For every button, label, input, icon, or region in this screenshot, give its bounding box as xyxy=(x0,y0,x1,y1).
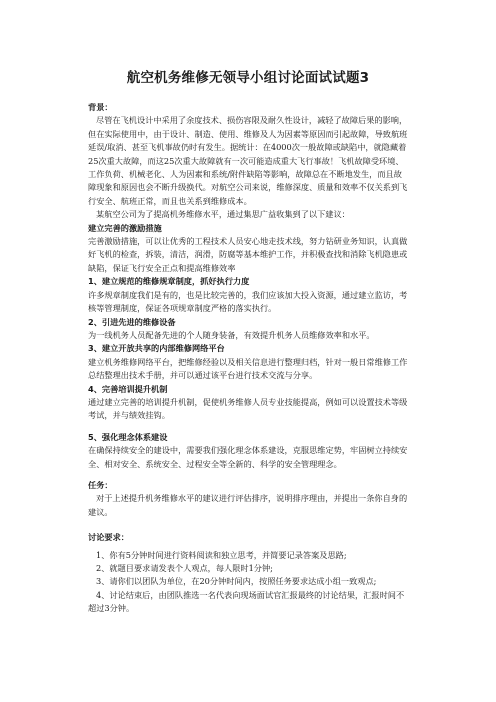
document-body xyxy=(88,101,410,616)
document-title: 航空机务维修无领导小组讨论面试试题3 xyxy=(126,70,370,86)
background-heading: 背景： xyxy=(88,102,113,112)
background-intro: 某航空公司为了提高机务维修水平，通过集思广益收集到了以下建议： xyxy=(96,209,350,220)
requirement-item: 3、请你们以团队为单位，在20分钟时间内，按照任务要求达成小组一致观点; xyxy=(96,576,377,587)
measure-body: 完善激励措施，可以让优秀的工程技术人员安心地走技术线，努力钻研业务知识，认真做好飞机的检查，拆装，清洁，润滑，防腐等基本维护工作，并积极查找和消除飞机隐患或缺陷，保证飞行安全正点和提高维修效率 xyxy=(88,236,408,273)
measure-body: 在确保持续安全的建设中，需要我们强化理念体系建设，克服思维定势，牢固树立持续安全、相对安全、系统安全、过程安全等全新的、科学的安全管理理念。 xyxy=(88,445,408,469)
requirement-item: 2、就题目要求请发表个人观点，每人限时1分钟; xyxy=(96,563,273,573)
measure-heading: 4、完善培训提升机制 xyxy=(88,383,168,394)
measure-body: 许多规章制度我们是有的，也是比较完善的，我们应该加大投入资源，通过建立监访，考核等管理制度，保证各项规章制度严格的落实执行。 xyxy=(88,289,408,314)
requirement-item: 1、你有5分钟时间进行资料阅读和独立思考，并简要记录答案及思路; xyxy=(96,549,347,560)
measure-heading: 5、强化理念体系建设 xyxy=(88,431,168,442)
background-paragraph: 尽管在飞机设计中采用了余度技术、损伤容限及耐久性设计，减轻了故障后果的影响，但在实际使用中，由于设计、制造、使用、维修及人为因素等原因而引起故障，导致航班延误/取消、甚至飞机事故仍时有发生。据统计：在4000次一般故障或缺陷中，就隐藏着25次重大故障，而这25次重大故障就有一次可能造成重大飞行事故！飞机故障受环境、工作负荷、机械老化、人为因素和系统/附件缺陷等影响，故障总在不断地发生，而且故障现象和原因也会不断升级换代。对航空公司来说，维修深度、质量和效率不仅关系到飞行安全、航班正常，而且也关系到维修成本。 xyxy=(88,115,408,206)
measure-heading: 建立完善的激励措施 xyxy=(88,222,162,233)
measure-heading: 2、引进先进的维修设备 xyxy=(88,316,176,327)
discussion-heading: 讨论要求： xyxy=(88,532,129,543)
measure-heading: 3、建立开放共享的内部维修网络平台 xyxy=(88,343,225,354)
measure-heading: 1、建立规范的维修规章制度，抓好执行力度 xyxy=(88,276,250,287)
measure-body: 为一线机务人员配备先进的个人随身装备，有效提升机务人员维修效率和水平。 xyxy=(88,329,375,340)
measure-body: 通过建立完善的培训提升机制，促使机务维修人员专业技能提高，例如可以设置技术等级考试，并与绩效挂钩。 xyxy=(88,396,408,421)
task-body: 对于上述提升机务维修水平的建议进行评估排序，说明排序理由，并提出一条你自身的建议。 xyxy=(88,493,408,517)
requirement-item: 4、讨论结束后，由团队推选一名代表向现场面试官汇报最终的讨论结果，汇报时间不超过3分钟。 xyxy=(88,589,405,614)
task-heading: 任务： xyxy=(88,479,113,490)
measure-body: 建立机务维修网络平台，把维修经验以及相关信息进行整理归档，针对一般日常维修工作总结整理出技术手册，并可以通过该平台进行技术交流与分享。 xyxy=(88,356,408,381)
